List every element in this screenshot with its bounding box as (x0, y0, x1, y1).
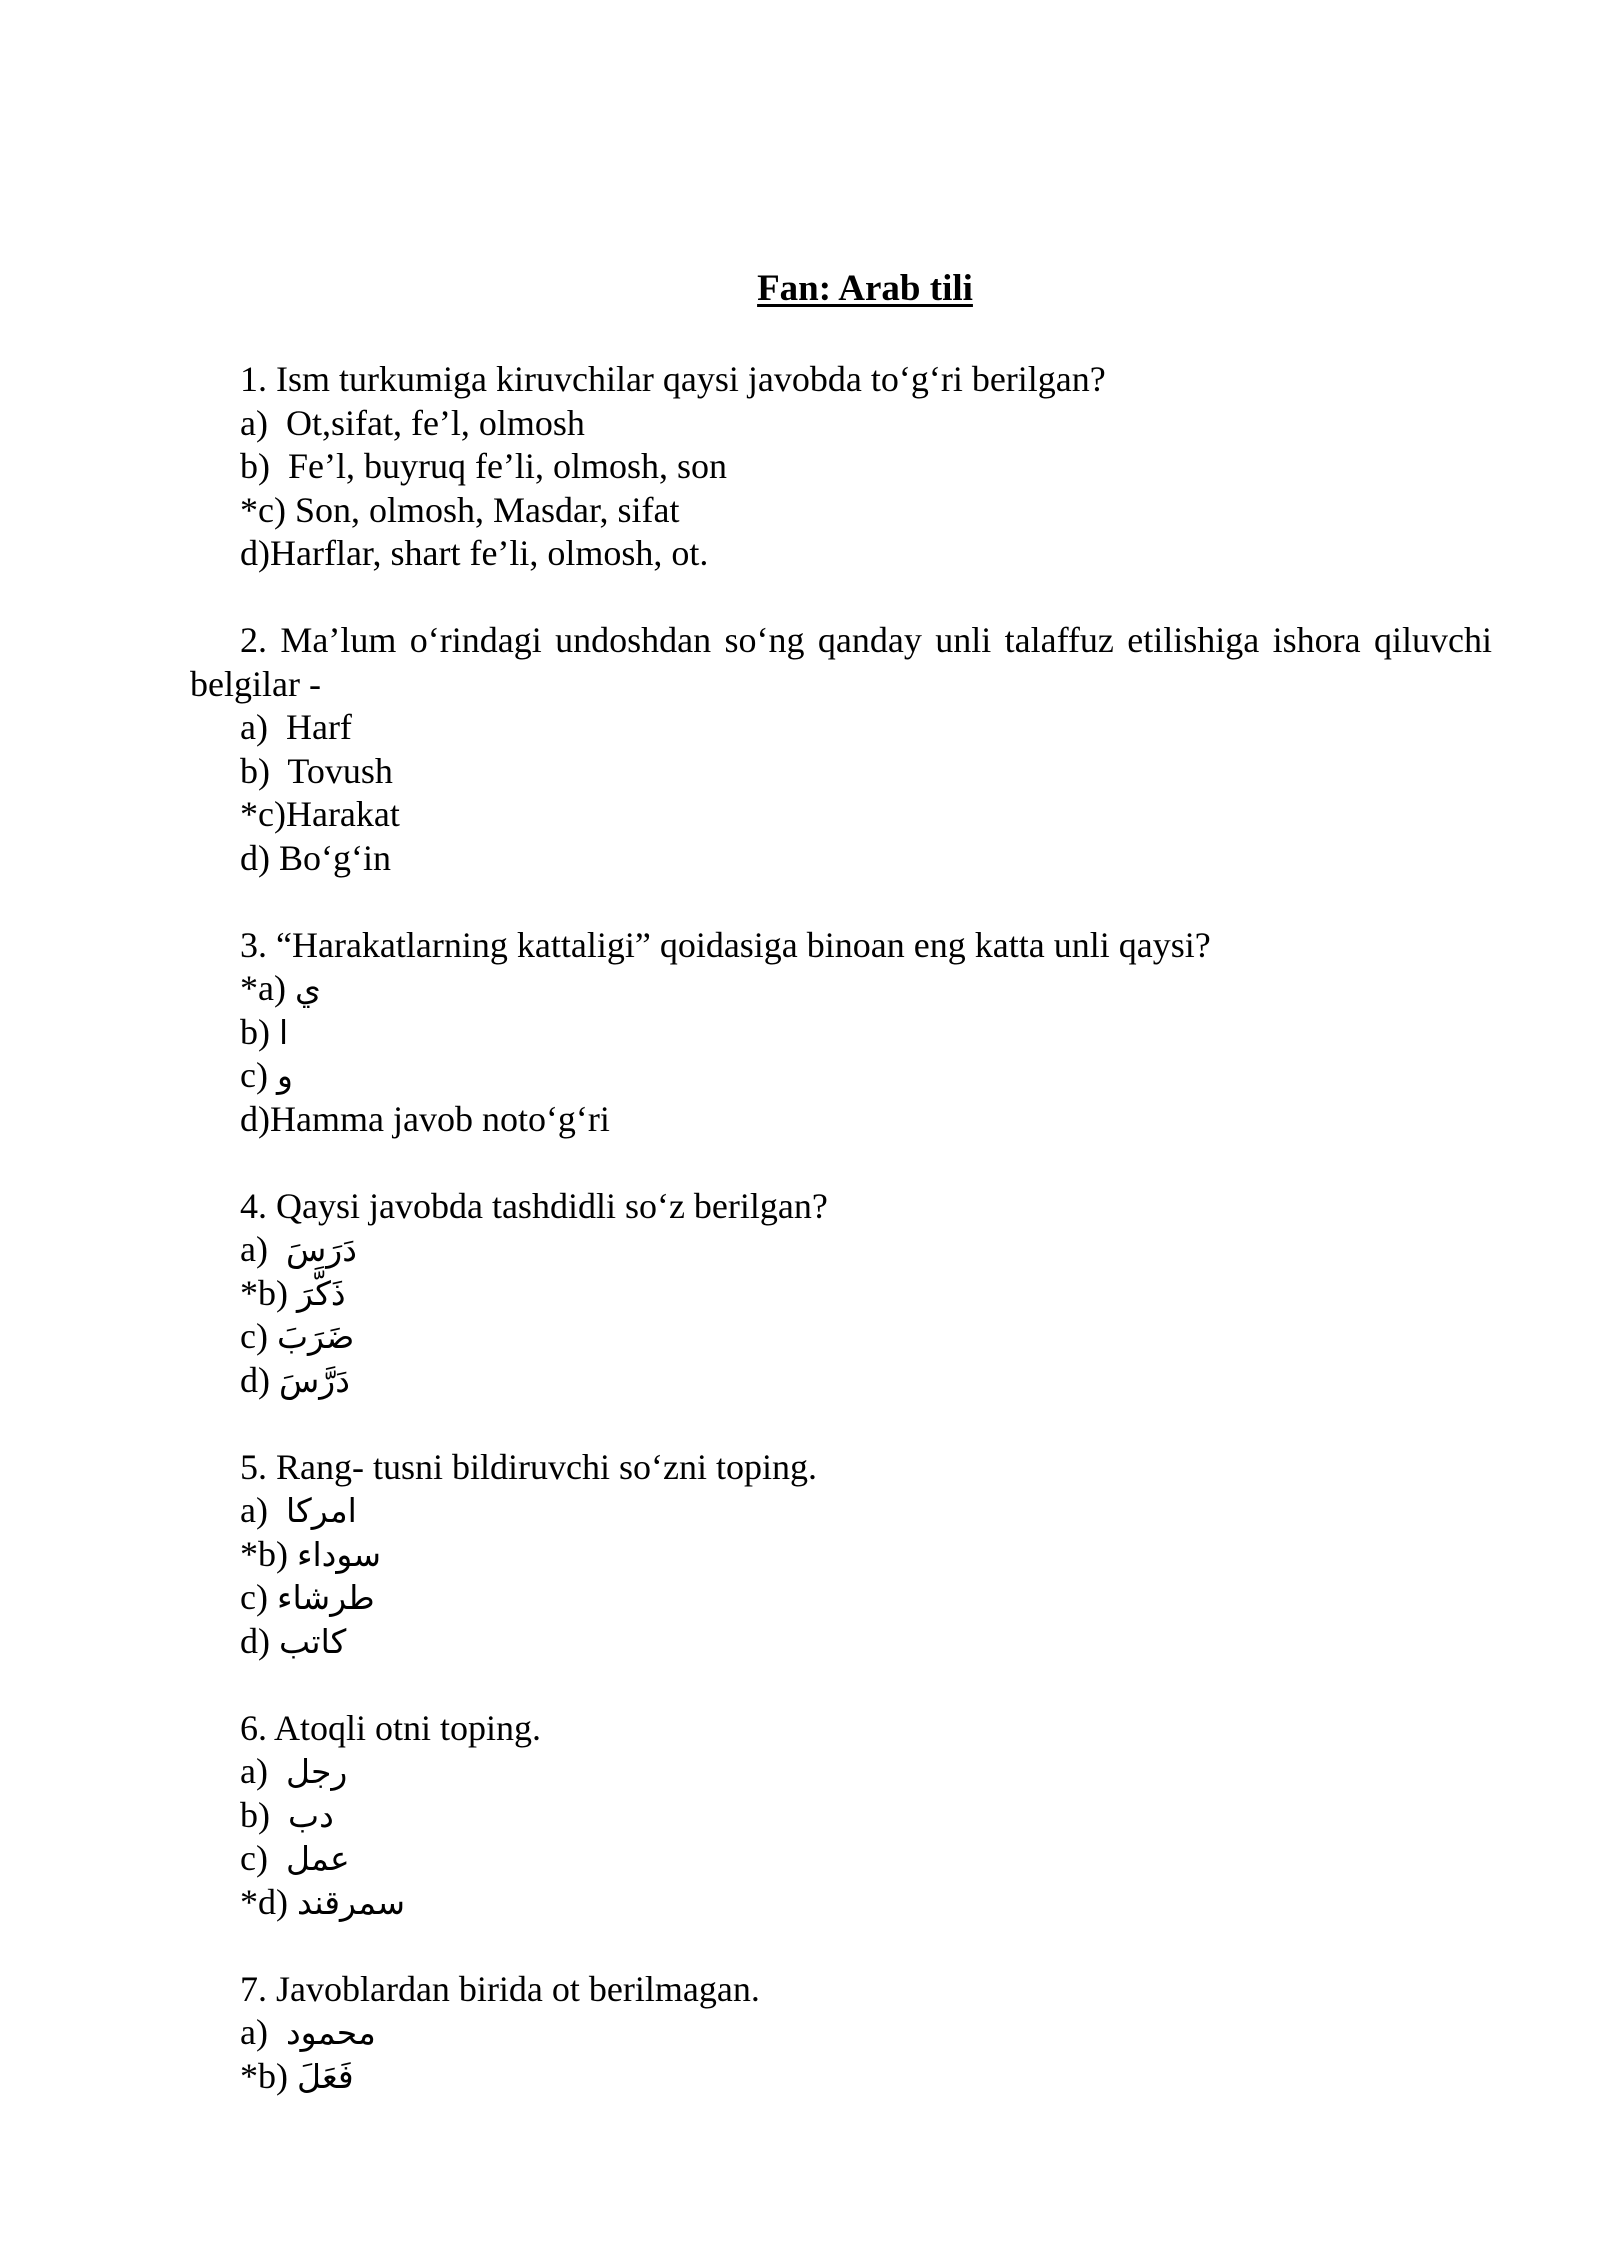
option-arabic-text: محمود (285, 2013, 376, 2052)
question-5 (190, 1446, 1492, 1664)
question-text: 6. Atoqli otni toping. (240, 1707, 542, 1748)
option-label: a) (240, 402, 286, 443)
option-label: *b) (240, 1272, 297, 1313)
option-label: b) (240, 1011, 279, 1052)
option-label: *b) (240, 2055, 297, 2096)
option-text: Bo‘g‘in (279, 837, 391, 878)
question-text: 4. Qaysi javobda tashdidli so‘z berilgan? (240, 1185, 828, 1226)
option-label: *c) (240, 794, 286, 834)
option-arabic-text: عمل (285, 1839, 350, 1878)
question-7 (190, 1968, 1492, 2099)
option-arabic-text: دب (288, 1795, 334, 1835)
option-label: d) (240, 1620, 279, 1661)
question-text: 5. Rang- tusni bildiruvchi so‘zni toping. (240, 1446, 817, 1487)
option-label: a) (240, 2012, 286, 2052)
option-arabic-text: ذَكَّرَ (297, 1273, 346, 1313)
option-a (190, 1750, 1492, 1794)
option-arabic-text: دَرَسَ (285, 1230, 357, 1269)
document-title: Fan: Arab tili (757, 268, 973, 309)
option-arabic-text: فَعَلَ (297, 2056, 354, 2096)
option-c-correct (190, 793, 1492, 837)
question-text: 1. Ism turkumiga kiruvchilar qaysi javobda to‘g‘ri berilgan? (240, 359, 1106, 399)
option-label: *c) (240, 489, 295, 530)
option-b (190, 445, 1492, 489)
option-d (190, 1098, 1492, 1142)
question-list (190, 358, 1492, 2142)
option-c (190, 1054, 1492, 1098)
option-label: a) (240, 1751, 286, 1791)
option-text: Harakat (285, 794, 400, 834)
option-a (190, 706, 1492, 750)
question-text: 3. “Harakatlarning kattaligi” qoidasiga binoan eng katta unli qaysi? (240, 924, 1211, 965)
option-a (190, 2011, 1492, 2055)
option-arabic-text: رجل (285, 1752, 348, 1791)
option-text: Fe’l, buyruq fe’li, olmosh, son (288, 446, 727, 486)
option-arabic-text: سمرقند (297, 1882, 405, 1922)
question-text: 7. Javoblardan birida ot berilmagan. (240, 1968, 760, 2009)
option-b (190, 1794, 1492, 1838)
option-label: *d) (240, 1881, 297, 1922)
option-b (190, 750, 1492, 794)
option-label: a) (240, 707, 286, 747)
option-label: d) (240, 1098, 270, 1139)
option-b-correct (190, 2055, 1492, 2099)
option-text: Ot,sifat, fe’l, olmosh (285, 402, 585, 443)
option-a (190, 1489, 1492, 1533)
option-arabic-text: و (276, 1056, 293, 1095)
option-arabic-text: امركا (285, 1491, 357, 1530)
option-d (190, 1359, 1492, 1403)
option-b-correct (190, 1272, 1492, 1316)
option-d-correct (190, 1881, 1492, 1925)
option-b-correct (190, 1533, 1492, 1577)
option-arabic-text: دَرَّسَ (279, 1360, 350, 1400)
option-label: *b) (240, 1533, 297, 1574)
option-c (190, 1576, 1492, 1620)
option-d (190, 837, 1492, 881)
option-a-correct (190, 967, 1492, 1011)
option-c-correct (190, 489, 1492, 533)
option-text: Hamma javob noto‘g‘ri (270, 1098, 610, 1139)
question-2 (190, 619, 1492, 880)
option-label: d) (240, 837, 279, 878)
option-arabic-text: ضَرَبَ (276, 1317, 355, 1356)
option-arabic-text: طرشاء (276, 1578, 375, 1617)
option-label: a) (240, 1490, 286, 1530)
option-label: b) (240, 1794, 288, 1835)
option-label: *a) (240, 968, 295, 1008)
option-b (190, 1011, 1492, 1055)
option-text: Harf (285, 707, 352, 747)
question-3 (190, 924, 1492, 1142)
question-text: 2. Ma’lum o‘rindagi undoshdan so‘ng qanday unli talaffuz etilishiga ishora qiluvchi belgilar - (190, 620, 1492, 704)
question-4 (190, 1185, 1492, 1403)
option-label: c) (240, 1055, 277, 1095)
question-1 (190, 358, 1492, 576)
option-label: a) (240, 1229, 286, 1269)
option-d (190, 532, 1492, 576)
option-a (190, 402, 1492, 446)
option-text: Harflar, shart fe’li, olmosh, ot. (270, 533, 709, 573)
option-label: d) (240, 1359, 279, 1400)
option-c (190, 1837, 1492, 1881)
option-text: Son, olmosh, Masdar, sifat (294, 489, 680, 530)
option-text: Tovush (287, 750, 393, 791)
option-d (190, 1620, 1492, 1664)
option-arabic-text: سوداء (297, 1534, 382, 1574)
option-a (190, 1228, 1492, 1272)
option-arabic-text: ي (294, 969, 321, 1008)
option-label: b) (240, 750, 288, 791)
option-arabic-text: كاتب (279, 1621, 347, 1661)
option-label: c) (240, 1577, 277, 1617)
option-label: d) (240, 533, 270, 573)
option-c (190, 1315, 1492, 1359)
option-arabic-text: ا (279, 1012, 289, 1052)
option-label: c) (240, 1838, 286, 1878)
option-label: b) (240, 446, 288, 486)
option-label: c) (240, 1316, 277, 1356)
question-6 (190, 1707, 1492, 1925)
